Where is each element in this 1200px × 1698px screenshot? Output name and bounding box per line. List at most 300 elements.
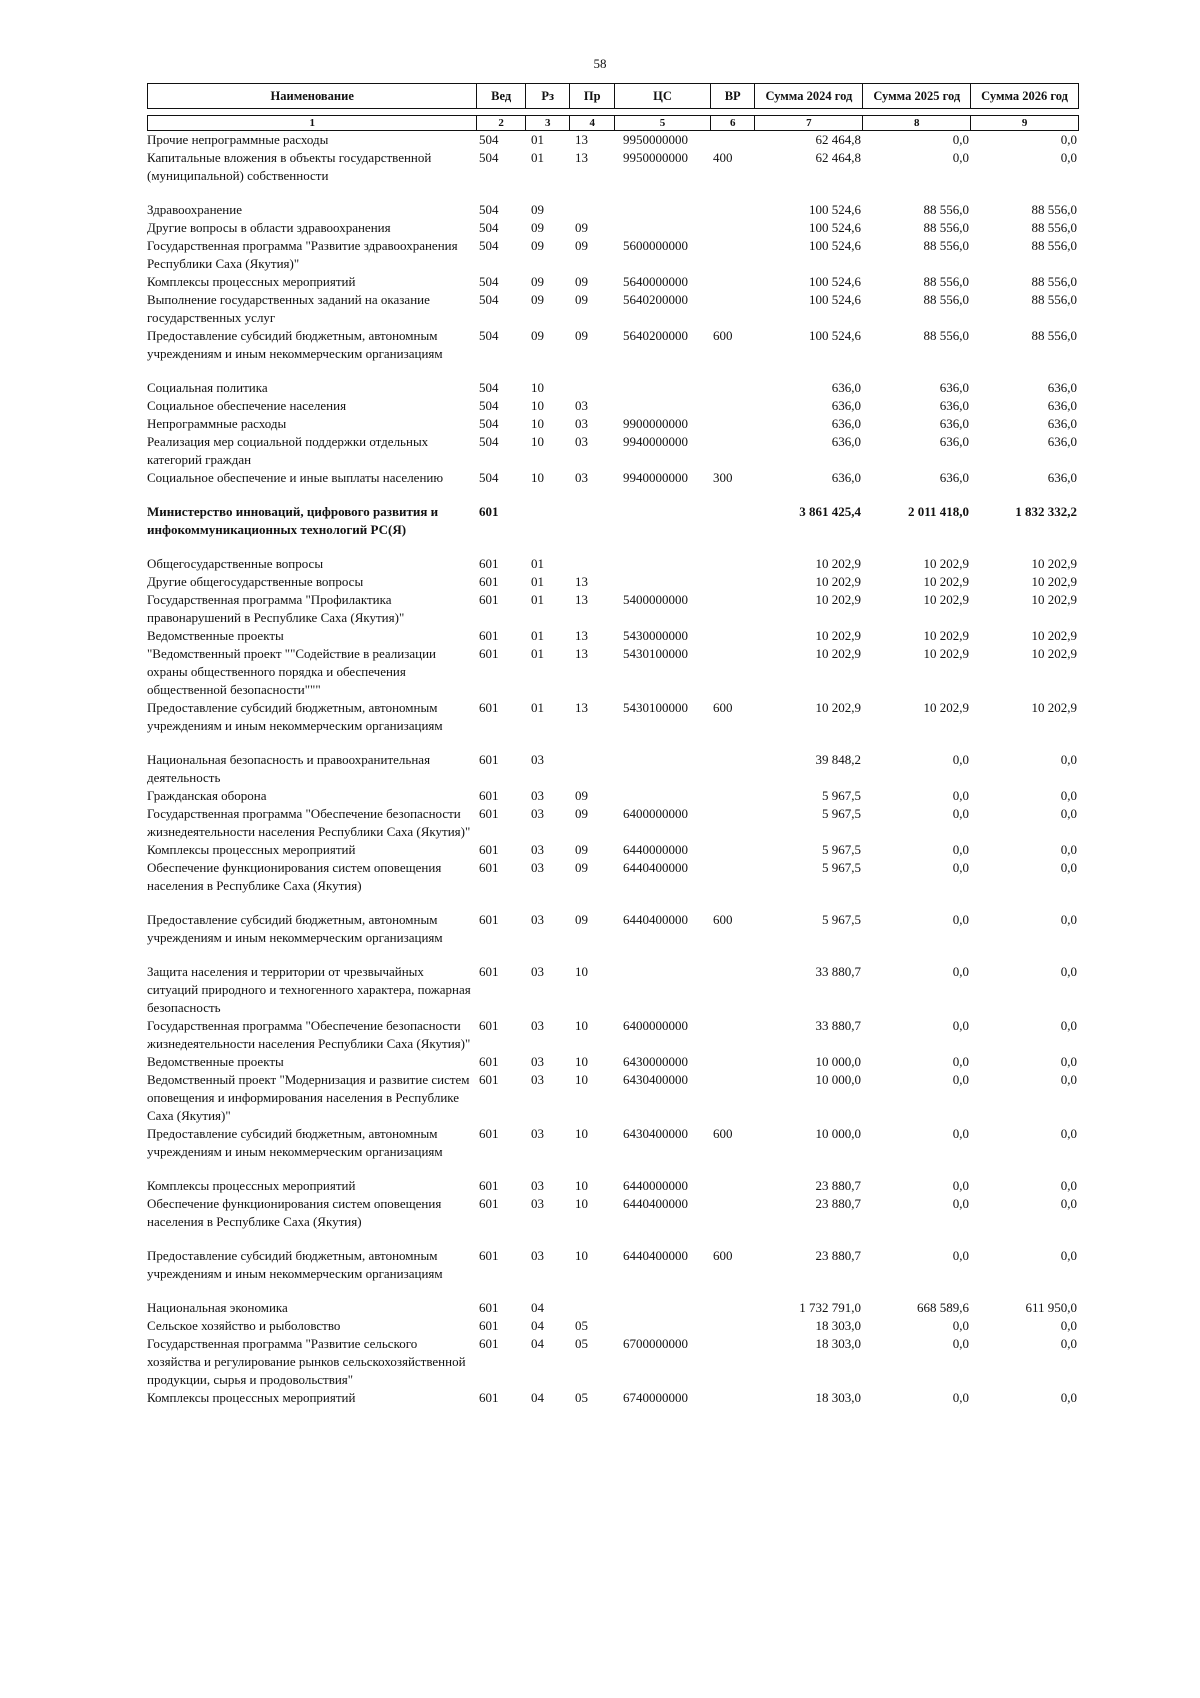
row-pr: 10 bbox=[575, 1018, 588, 1033]
header-rz: Рз bbox=[526, 84, 571, 108]
row-pr: 09 bbox=[575, 860, 588, 875]
row-sum-2026: 0,0 bbox=[1060, 788, 1077, 803]
row-vr bbox=[711, 237, 755, 273]
row-sum-2024: 100 524,6 bbox=[809, 328, 861, 343]
row-rz: 03 bbox=[531, 752, 544, 767]
row-spacer bbox=[147, 363, 1079, 379]
row-rz: 09 bbox=[531, 274, 544, 289]
row-ved: 504 bbox=[479, 150, 499, 165]
row-rz: 09 bbox=[531, 220, 544, 235]
table-row bbox=[147, 841, 1079, 859]
row-rz: 10 bbox=[531, 434, 544, 449]
table-row bbox=[147, 415, 1079, 433]
row-name: Комплексы процессных мероприятий bbox=[147, 1390, 356, 1405]
row-sum-2026: 88 556,0 bbox=[1031, 202, 1077, 217]
row-cs bbox=[615, 379, 711, 397]
row-pr: 13 bbox=[575, 700, 588, 715]
row-rz: 01 bbox=[531, 628, 544, 643]
row-spacer bbox=[147, 735, 1079, 751]
row-sum-2024: 100 524,6 bbox=[809, 202, 861, 217]
row-vr bbox=[711, 503, 755, 539]
column-number: 3 bbox=[526, 116, 571, 130]
row-sum-2025: 88 556,0 bbox=[923, 274, 969, 289]
table-row bbox=[147, 469, 1079, 487]
row-name: Предоставление субсидий бюджетным, автономным учреждениям и иным некоммерческим организациям bbox=[147, 700, 443, 733]
table-row bbox=[147, 1071, 1079, 1125]
row-pr: 10 bbox=[575, 1196, 588, 1211]
row-sum-2025: 88 556,0 bbox=[923, 202, 969, 217]
row-sum-2026: 611 950,0 bbox=[1025, 1300, 1077, 1315]
row-rz: 04 bbox=[531, 1318, 544, 1333]
row-sum-2024: 10 202,9 bbox=[815, 628, 861, 643]
row-name: Предоставление субсидий бюджетным, автономным учреждениям и иным некоммерческим организациям bbox=[147, 328, 443, 361]
row-sum-2024: 62 464,8 bbox=[815, 132, 861, 147]
column-number: 9 bbox=[1021, 117, 1028, 129]
row-sum-2026: 10 202,9 bbox=[1031, 628, 1077, 643]
row-pr: 03 bbox=[575, 398, 588, 413]
row-rz bbox=[527, 503, 571, 539]
row-sum-2026: 88 556,0 bbox=[1031, 238, 1077, 253]
row-sum-2026: 0,0 bbox=[1060, 752, 1077, 767]
row-sum-2024: 33 880,7 bbox=[815, 1018, 861, 1033]
row-sum-2024: 18 303,0 bbox=[815, 1318, 861, 1333]
header-sum-2025: Сумма 2025 год bbox=[863, 84, 971, 108]
row-pr bbox=[571, 1299, 615, 1317]
row-name: Ведомственный проект "Модернизация и развитие систем оповещения и информирования населения в Республике Саха (Якутия)" bbox=[147, 1072, 470, 1123]
row-ved: 504 bbox=[479, 274, 499, 289]
row-sum-2024: 100 524,6 bbox=[809, 292, 861, 307]
row-sum-2024: 10 202,9 bbox=[815, 592, 861, 607]
table-row bbox=[147, 131, 1079, 149]
row-cs: 6700000000 bbox=[623, 1336, 688, 1351]
row-name: Ведомственные проекты bbox=[147, 628, 284, 643]
row-rz: 10 bbox=[531, 380, 544, 395]
row-sum-2025: 10 202,9 bbox=[923, 646, 969, 661]
row-spacer bbox=[147, 185, 1079, 201]
row-rz: 04 bbox=[531, 1336, 544, 1351]
page-number: 58 bbox=[593, 56, 607, 71]
row-pr: 05 bbox=[575, 1336, 588, 1351]
row-cs bbox=[615, 397, 711, 415]
row-vr bbox=[711, 131, 755, 149]
row-sum-2025: 0,0 bbox=[952, 1072, 969, 1087]
row-sum-2024: 10 000,0 bbox=[815, 1054, 861, 1069]
row-sum-2026: 0,0 bbox=[1060, 1018, 1077, 1033]
row-rz: 09 bbox=[531, 292, 544, 307]
row-pr: 09 bbox=[575, 328, 588, 343]
row-ved: 601 bbox=[479, 860, 499, 875]
row-sum-2026: 0,0 bbox=[1060, 1318, 1077, 1333]
row-ved: 504 bbox=[479, 434, 499, 449]
row-sum-2026: 10 202,9 bbox=[1031, 592, 1077, 607]
row-sum-2026: 0,0 bbox=[1060, 1178, 1077, 1193]
row-rz: 03 bbox=[531, 1126, 544, 1141]
header-cs: ЦС bbox=[615, 84, 711, 108]
row-sum-2024: 636,0 bbox=[831, 434, 861, 449]
table-row bbox=[147, 433, 1079, 469]
row-rz: 03 bbox=[531, 1178, 544, 1193]
row-vr bbox=[711, 859, 755, 895]
row-sum-2025: 10 202,9 bbox=[923, 628, 969, 643]
row-ved: 504 bbox=[479, 238, 499, 253]
row-sum-2024: 5 967,5 bbox=[822, 788, 861, 803]
row-pr: 09 bbox=[575, 292, 588, 307]
row-sum-2025: 0,0 bbox=[952, 860, 969, 875]
row-sum-2025: 10 202,9 bbox=[923, 592, 969, 607]
row-sum-2024: 1 732 791,0 bbox=[799, 1300, 861, 1315]
row-sum-2025: 0,0 bbox=[952, 1336, 969, 1351]
row-pr: 10 bbox=[575, 964, 588, 979]
table-row bbox=[147, 1053, 1079, 1071]
row-name: Ведомственные проекты bbox=[147, 1054, 284, 1069]
row-ved: 504 bbox=[479, 202, 499, 217]
row-name: Государственная программа "Развитие сельского хозяйства и регулирование рынков сельскохозяйственной продукции, сырья и продовольствия" bbox=[147, 1336, 466, 1387]
row-cs bbox=[615, 751, 711, 787]
table-row bbox=[147, 1335, 1079, 1389]
table-row bbox=[147, 751, 1079, 787]
row-sum-2024: 10 202,9 bbox=[815, 700, 861, 715]
row-cs: 6440400000 bbox=[623, 860, 688, 875]
row-cs: 6440400000 bbox=[623, 1196, 688, 1211]
row-pr: 10 bbox=[575, 1072, 588, 1087]
row-ved: 601 bbox=[479, 574, 499, 589]
row-vr: 600 bbox=[713, 1248, 733, 1263]
row-ved: 504 bbox=[479, 220, 499, 235]
row-ved: 504 bbox=[479, 416, 499, 431]
table-row bbox=[147, 591, 1079, 627]
row-vr bbox=[711, 1195, 755, 1231]
row-vr bbox=[711, 627, 755, 645]
table-row bbox=[147, 1247, 1079, 1283]
table-row bbox=[147, 237, 1079, 273]
row-cs: 6430400000 bbox=[623, 1126, 688, 1141]
row-pr bbox=[571, 555, 615, 573]
row-sum-2024: 62 464,8 bbox=[815, 150, 861, 165]
row-rz: 03 bbox=[531, 1248, 544, 1263]
column-number: 8 bbox=[863, 116, 971, 130]
row-sum-2026: 636,0 bbox=[1047, 380, 1077, 395]
row-name: Комплексы процессных мероприятий bbox=[147, 1178, 356, 1193]
row-vr bbox=[711, 415, 755, 433]
row-sum-2025: 0,0 bbox=[952, 1318, 969, 1333]
row-name: Реализация мер социальной поддержки отдельных категорий граждан bbox=[147, 434, 429, 467]
row-rz: 09 bbox=[531, 202, 544, 217]
table-row bbox=[147, 327, 1079, 363]
row-sum-2025: 0,0 bbox=[952, 1178, 969, 1193]
row-cs bbox=[615, 555, 711, 573]
row-vr bbox=[711, 379, 755, 397]
row-sum-2025: 0,0 bbox=[952, 752, 969, 767]
row-cs: 6440000000 bbox=[623, 842, 688, 857]
row-sum-2026: 636,0 bbox=[1047, 470, 1077, 485]
column-number: 7 bbox=[755, 116, 863, 130]
row-name: Министерство инноваций, цифрового развития и инфокоммуникационных технологий РС(Я) bbox=[147, 504, 439, 537]
row-ved: 601 bbox=[479, 1390, 499, 1405]
row-cs bbox=[615, 1317, 711, 1335]
row-sum-2026: 0,0 bbox=[1060, 860, 1077, 875]
row-spacer bbox=[147, 1161, 1079, 1177]
row-pr: 09 bbox=[575, 806, 588, 821]
row-rz: 01 bbox=[531, 646, 544, 661]
row-sum-2025: 636,0 bbox=[939, 416, 969, 431]
table-row bbox=[147, 1299, 1079, 1317]
row-ved: 601 bbox=[479, 842, 499, 857]
row-cs: 5430000000 bbox=[623, 628, 688, 643]
header-vr: ВР bbox=[711, 84, 756, 108]
row-vr: 600 bbox=[713, 700, 733, 715]
header-sum-2024: Сумма 2024 год bbox=[755, 84, 863, 108]
row-name: Комплексы процессных мероприятий bbox=[147, 842, 356, 857]
table-row bbox=[147, 1317, 1079, 1335]
row-vr: 600 bbox=[713, 328, 733, 343]
row-rz: 10 bbox=[531, 470, 544, 485]
row-vr bbox=[711, 1017, 755, 1053]
row-sum-2025: 88 556,0 bbox=[923, 328, 969, 343]
row-sum-2025: 0,0 bbox=[952, 842, 969, 857]
row-cs: 6740000000 bbox=[623, 1390, 688, 1405]
row-pr: 09 bbox=[575, 220, 588, 235]
table-row bbox=[147, 149, 1079, 185]
row-sum-2026: 88 556,0 bbox=[1031, 220, 1077, 235]
table-row bbox=[147, 787, 1079, 805]
row-ved: 601 bbox=[479, 1178, 499, 1193]
table-row bbox=[147, 573, 1079, 591]
row-vr bbox=[711, 1053, 755, 1071]
row-name: "Ведомственный проект ""Содействие в реализации охраны общественного порядка и обеспечения общественной безопасности""" bbox=[147, 646, 437, 697]
row-pr: 13 bbox=[575, 132, 588, 147]
row-rz: 09 bbox=[531, 238, 544, 253]
row-name: Защита населения и территории от чрезвычайных ситуаций природного и техногенного характера, пожарная безопасность bbox=[147, 964, 471, 1015]
row-name: Предоставление субсидий бюджетным, автономным учреждениям и иным некоммерческим организациям bbox=[147, 1248, 443, 1281]
row-rz: 01 bbox=[531, 150, 544, 165]
table-row bbox=[147, 201, 1079, 219]
row-sum-2025: 0,0 bbox=[952, 132, 969, 147]
row-ved: 601 bbox=[479, 1072, 499, 1087]
row-rz: 01 bbox=[531, 592, 544, 607]
row-vr bbox=[711, 963, 755, 1017]
row-rz: 03 bbox=[531, 964, 544, 979]
table-row bbox=[147, 219, 1079, 237]
row-rz: 01 bbox=[531, 700, 544, 715]
row-sum-2024: 636,0 bbox=[831, 380, 861, 395]
row-vr bbox=[711, 291, 755, 327]
row-name: Капитальные вложения в объекты государственной (муниципальной) собственности bbox=[147, 150, 432, 183]
table-row bbox=[147, 1017, 1079, 1053]
table-row bbox=[147, 1177, 1079, 1195]
row-cs bbox=[615, 201, 711, 219]
row-ved: 504 bbox=[479, 398, 499, 413]
row-cs: 6400000000 bbox=[623, 806, 688, 821]
table-row bbox=[147, 273, 1079, 291]
row-vr: 600 bbox=[713, 1126, 733, 1141]
row-rz: 03 bbox=[531, 1072, 544, 1087]
row-ved: 601 bbox=[479, 1018, 499, 1033]
row-rz: 03 bbox=[531, 806, 544, 821]
row-sum-2025: 0,0 bbox=[952, 1248, 969, 1263]
row-name: Прочие непрограммные расходы bbox=[147, 132, 329, 147]
row-ved: 504 bbox=[479, 292, 499, 307]
table-row bbox=[147, 503, 1079, 539]
row-sum-2025: 10 202,9 bbox=[923, 556, 969, 571]
row-pr: 03 bbox=[575, 416, 588, 431]
row-sum-2024: 100 524,6 bbox=[809, 220, 861, 235]
table-row bbox=[147, 645, 1079, 699]
row-vr: 300 bbox=[713, 470, 733, 485]
row-sum-2026: 0,0 bbox=[1060, 1196, 1077, 1211]
row-sum-2025: 88 556,0 bbox=[923, 292, 969, 307]
row-ved: 504 bbox=[479, 328, 499, 343]
row-sum-2024: 10 202,9 bbox=[815, 574, 861, 589]
table-row bbox=[147, 963, 1079, 1017]
row-name: Предоставление субсидий бюджетным, автономным учреждениям и иным некоммерческим организациям bbox=[147, 1126, 443, 1159]
row-spacer bbox=[147, 1231, 1079, 1247]
table-header bbox=[147, 83, 1079, 109]
table-body bbox=[147, 131, 1079, 1407]
row-ved: 504 bbox=[479, 470, 499, 485]
row-vr bbox=[711, 555, 755, 573]
row-rz: 03 bbox=[531, 1054, 544, 1069]
row-vr bbox=[711, 1071, 755, 1125]
row-sum-2025: 0,0 bbox=[952, 1390, 969, 1405]
row-vr bbox=[711, 433, 755, 469]
row-sum-2024: 3 861 425,4 bbox=[799, 504, 861, 519]
row-ved: 601 bbox=[479, 592, 499, 607]
header-name: Наименование bbox=[148, 84, 477, 108]
row-name: Сельское хозяйство и рыболовство bbox=[147, 1318, 341, 1333]
row-cs: 5400000000 bbox=[623, 592, 688, 607]
column-number: 4 bbox=[570, 116, 615, 130]
row-sum-2026: 10 202,9 bbox=[1031, 700, 1077, 715]
row-rz: 10 bbox=[531, 398, 544, 413]
row-sum-2024: 10 000,0 bbox=[815, 1126, 861, 1141]
row-pr: 13 bbox=[575, 628, 588, 643]
row-sum-2024: 5 967,5 bbox=[822, 860, 861, 875]
row-ved: 601 bbox=[479, 1054, 499, 1069]
row-cs: 9940000000 bbox=[623, 470, 688, 485]
row-vr bbox=[711, 397, 755, 415]
row-name: Национальная безопасность и правоохранительная деятельность bbox=[147, 752, 431, 785]
row-sum-2025: 668 589,6 bbox=[917, 1300, 969, 1315]
row-sum-2026: 636,0 bbox=[1047, 434, 1077, 449]
row-ved: 504 bbox=[479, 380, 499, 395]
row-sum-2026: 636,0 bbox=[1047, 398, 1077, 413]
row-sum-2026: 88 556,0 bbox=[1031, 328, 1077, 343]
row-name: Социальное обеспечение и иные выплаты населению bbox=[147, 470, 444, 485]
row-rz: 10 bbox=[531, 416, 544, 431]
row-spacer bbox=[147, 487, 1079, 503]
row-pr: 09 bbox=[575, 238, 588, 253]
row-sum-2024: 636,0 bbox=[831, 470, 861, 485]
row-ved: 601 bbox=[479, 700, 499, 715]
row-sum-2025: 88 556,0 bbox=[923, 238, 969, 253]
row-cs bbox=[615, 787, 711, 805]
row-sum-2025: 10 202,9 bbox=[923, 700, 969, 715]
table-row bbox=[147, 555, 1079, 573]
row-name: Национальная экономика bbox=[147, 1300, 288, 1315]
row-sum-2025: 0,0 bbox=[952, 1054, 969, 1069]
column-number: 5 bbox=[615, 116, 711, 130]
row-sum-2026: 10 202,9 bbox=[1031, 574, 1077, 589]
row-vr bbox=[711, 805, 755, 841]
table-row bbox=[147, 379, 1079, 397]
row-rz: 01 bbox=[531, 556, 544, 571]
row-sum-2024: 18 303,0 bbox=[815, 1336, 861, 1351]
table-row bbox=[147, 699, 1079, 735]
row-cs: 5640200000 bbox=[623, 328, 688, 343]
row-cs: 6400000000 bbox=[623, 1018, 688, 1033]
row-vr bbox=[711, 1317, 755, 1335]
row-rz: 09 bbox=[531, 328, 544, 343]
row-sum-2026: 0,0 bbox=[1060, 1054, 1077, 1069]
table-row bbox=[147, 911, 1079, 947]
row-spacer bbox=[147, 539, 1079, 555]
row-rz: 03 bbox=[531, 912, 544, 927]
row-ved: 601 bbox=[479, 556, 499, 571]
row-pr: 03 bbox=[575, 470, 588, 485]
row-sum-2024: 5 967,5 bbox=[822, 842, 861, 857]
row-rz: 04 bbox=[531, 1390, 544, 1405]
row-sum-2025: 0,0 bbox=[952, 788, 969, 803]
row-pr: 09 bbox=[575, 912, 588, 927]
row-rz: 03 bbox=[531, 842, 544, 857]
row-cs bbox=[615, 219, 711, 237]
header-ved: Вед bbox=[477, 84, 525, 108]
row-ved: 504 bbox=[479, 132, 499, 147]
row-sum-2024: 23 880,7 bbox=[815, 1196, 861, 1211]
row-ved: 601 bbox=[479, 1196, 499, 1211]
row-pr: 10 bbox=[575, 1248, 588, 1263]
row-sum-2024: 23 880,7 bbox=[815, 1178, 861, 1193]
row-sum-2024: 18 303,0 bbox=[815, 1390, 861, 1405]
row-sum-2025: 0,0 bbox=[952, 806, 969, 821]
row-vr bbox=[711, 787, 755, 805]
row-cs: 5600000000 bbox=[623, 238, 688, 253]
row-ved: 601 bbox=[479, 1336, 499, 1351]
table-row bbox=[147, 291, 1079, 327]
row-vr bbox=[711, 645, 755, 699]
table-row bbox=[147, 1125, 1079, 1161]
column-number: 6 bbox=[711, 116, 756, 130]
row-vr bbox=[711, 751, 755, 787]
row-vr bbox=[711, 591, 755, 627]
row-sum-2024: 636,0 bbox=[831, 398, 861, 413]
row-sum-2026: 0,0 bbox=[1060, 806, 1077, 821]
row-pr: 10 bbox=[575, 1054, 588, 1069]
row-sum-2025: 636,0 bbox=[939, 434, 969, 449]
row-pr: 13 bbox=[575, 592, 588, 607]
row-spacer bbox=[147, 947, 1079, 963]
row-name: Социальная политика bbox=[147, 380, 268, 395]
row-sum-2024: 100 524,6 bbox=[809, 274, 861, 289]
header-sum-2026: Сумма 2026 год bbox=[981, 88, 1068, 103]
row-sum-2025: 10 202,9 bbox=[923, 574, 969, 589]
row-cs: 6430000000 bbox=[623, 1054, 688, 1069]
budget-table bbox=[147, 83, 1079, 1407]
row-cs: 9950000000 bbox=[623, 150, 688, 165]
row-sum-2024: 10 202,9 bbox=[815, 646, 861, 661]
row-sum-2025: 0,0 bbox=[952, 912, 969, 927]
row-rz: 01 bbox=[531, 132, 544, 147]
row-sum-2026: 0,0 bbox=[1060, 1248, 1077, 1263]
row-pr bbox=[571, 503, 615, 539]
row-pr: 10 bbox=[575, 1126, 588, 1141]
row-sum-2026: 10 202,9 bbox=[1031, 646, 1077, 661]
row-sum-2025: 0,0 bbox=[952, 1196, 969, 1211]
column-number: 1 bbox=[148, 116, 477, 130]
row-sum-2026: 0,0 bbox=[1060, 964, 1077, 979]
row-ved: 601 bbox=[479, 1300, 499, 1315]
row-name: Государственная программа "Профилактика правонарушений в Республике Саха (Якутия)" bbox=[147, 592, 405, 625]
